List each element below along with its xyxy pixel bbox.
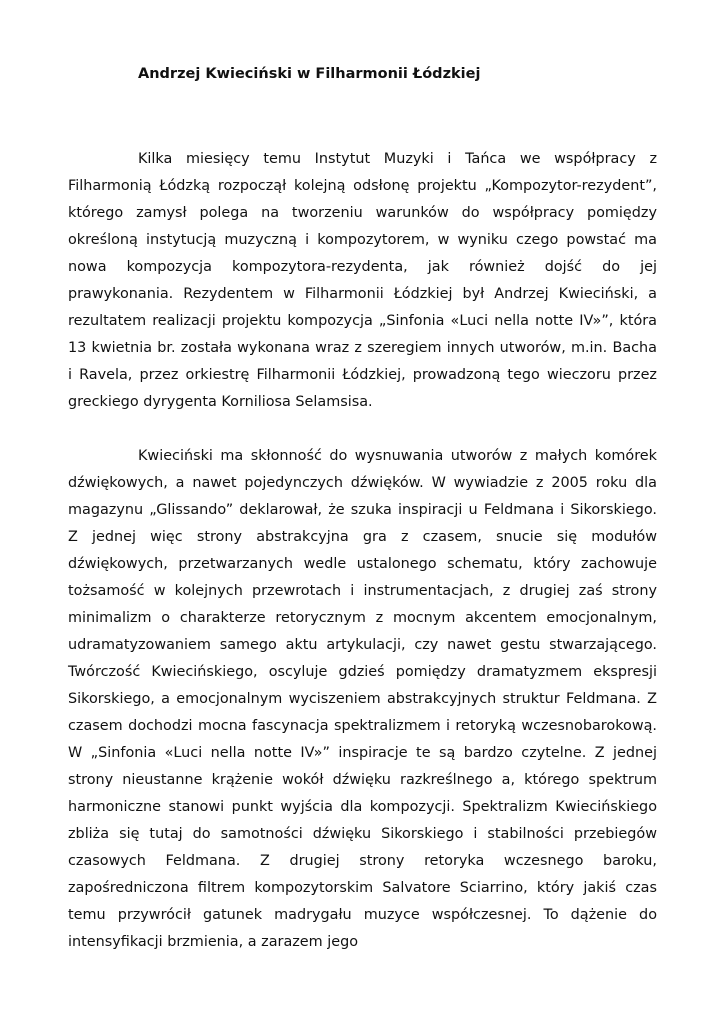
document-title: Andrzej Kwieciński w Filharmonii Łódzkiej — [138, 66, 481, 82]
document-body — [68, 146, 657, 956]
paragraph-2: Kwieciński ma skłonność do wysnuwania utworów z małych komórek dźwiękowych, a nawet pojedynczych dźwięków. W wywiadzie z 2005 roku dla magazynu „Glissando” deklarował, że szuka inspiracji u Feldmana i Sikorskiego. Z jednej więc strony abstrakcyjna gra z czasem, snucie się modułów dźwiękowych, przetwarzanych wedle ustalonego schematu, który zachowuje tożsamość w kolejnych przewrotach i instrumentacjach, z drugiej zaś strony minimalizm o charakterze retorycznym z mocnym akcentem emocjonalnym, udramatyzowaniem samego aktu artykulacji, czy nawet gestu stwarzającego. Twórczość Kwiecińskiego, oscyluje gdzieś pomiędzy dramatyzmem ekspresji Sikorskiego, a emocjonalnym wyciszeniem abstrakcyjnych struktur Feldmana. Z czasem dochodzi mocna fascynacja spektralizmem i retoryką wczesnobarokową. W „Sinfonia «Luci nella notte IV»” inspiracje te są bardzo czytelne. Z jednej strony nieustanne krążenie wokół dźwięku razkreślnego a, którego spektrum harmoniczne stanowi punkt wyjścia dla kompozycji. Spektralizm Kwiecińskiego zbliża się tutaj do samotności dźwięku Sikorskiego i stabilności przebiegów czasowych Feldmana. Z drugiej strony retoryka wczesnego baroku, zapośredniczona filtrem kompozytorskim Salvatore Sciarrino, który jakiś czas temu przywrócił gatunek madrygału muzyce współczesnej. To dążenie do intensyfikacji brzmienia, a zarazem jego — [68, 448, 657, 950]
paragraph-1: Kilka miesięcy temu Instytut Muzyki i Tańca we współpracy z Filharmonią Łódzką rozpoczął kolejną odsłonę projektu „Kompozytor-rezydent”, którego zamysł polega na tworzeniu warunków do współpracy pomiędzy określoną instytucją muzyczną i kompozytorem, w wyniku czego powstać ma nowa kompozycja kompozytora-rezydenta, jak również dojść do jej prawykonania. Rezydentem w Filharmonii Łódzkiej był Andrzej Kwieciński, a rezultatem realizacji projektu kompozycja „Sinfonia «Luci nella notte IV»”, która 13 kwietnia br. została wykonana wraz z szeregiem innych utworów, m.in. Bacha i Ravela, przez orkiestrę Filharmonii Łódzkiej, prowadzoną tego wieczoru przez greckiego dyrygenta Korniliosa Selamsisa. — [68, 151, 657, 410]
